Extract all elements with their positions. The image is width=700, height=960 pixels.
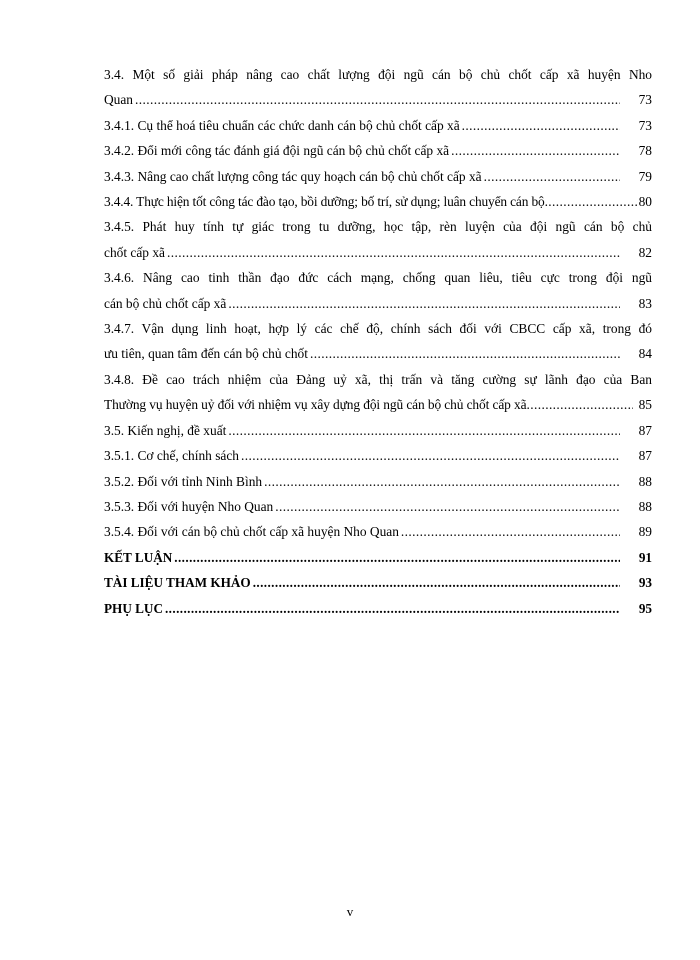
toc-entry-3-4-1[interactable] — [104, 113, 652, 138]
dot-leader — [241, 443, 620, 468]
toc-entry-3-4-3[interactable] — [104, 164, 652, 189]
toc-entry-tai-lieu-tham-khao[interactable] — [104, 570, 652, 595]
toc-page-number: 93 — [638, 575, 652, 591]
toc-entry-ket-luan[interactable] — [104, 545, 652, 570]
toc-entry-3-5-2[interactable] — [104, 469, 652, 494]
toc-entry-text-line: 3.4.8. Đề cao trách nhiệm của Đảng uỷ xã, thị trấn và tăng cường sự lãnh đạo của Ban — [104, 371, 652, 387]
toc-entry-text-line: 3.4.6. Nâng cao tinh thần đạo đức cách mạng, chống quan liêu, tiêu cực trong đội ngũ — [104, 270, 652, 286]
toc-entry-label: 3.5.3. Đối với huyện Nho Quan — [104, 498, 274, 514]
toc-entry-row — [104, 418, 652, 443]
toc-page-number: 73 — [638, 92, 652, 108]
dot-leader — [462, 113, 620, 138]
toc-entry-label: 3.4.1. Cụ thể hoá tiêu chuẩn các chức danh cán bộ chủ chốt cấp xã — [104, 117, 460, 133]
toc-entry-3-4-5[interactable] — [104, 214, 652, 265]
dot-leader — [135, 87, 620, 112]
toc-page-number: 84 — [638, 346, 652, 362]
toc-entry-row — [104, 291, 652, 316]
toc-entry-text-line: 3.4.5. Phát huy tính tự giác trong tu dưỡng, học tập, rèn luyện của đội ngũ cán bộ chủ — [104, 219, 652, 235]
toc-entry-label: PHỤ LỤC — [104, 600, 163, 616]
dot-leader — [526, 392, 632, 417]
toc-entry-3-4-7[interactable] — [104, 316, 652, 367]
toc-entry-3-4-6[interactable] — [104, 265, 652, 316]
toc-entry-row — [104, 494, 652, 519]
toc-page-number: 85 — [638, 397, 652, 413]
toc-entry-3-5[interactable] — [104, 418, 652, 443]
toc-entry-row — [104, 570, 652, 595]
dot-leader — [275, 494, 620, 519]
dot-leader — [401, 519, 620, 544]
toc-entry-row — [104, 443, 652, 468]
toc-page-number: 87 — [638, 422, 652, 438]
toc-entry-3-4-8[interactable] — [104, 367, 652, 418]
toc-entry-label: KẾT LUẬN — [104, 549, 173, 565]
toc-entry-label: 3.5.1. Cơ chế, chính sách — [104, 448, 240, 464]
toc-entry-row — [104, 113, 652, 138]
toc-entry-phu-luc[interactable] — [104, 596, 652, 621]
dot-leader — [174, 545, 620, 570]
toc-page-number: 80 — [638, 194, 652, 210]
toc-entry-label: 3.5. Kiến nghị, đề xuất — [104, 422, 227, 438]
dot-leader — [228, 291, 620, 316]
toc-entry-row — [104, 138, 652, 163]
table-of-contents — [104, 62, 652, 621]
toc-page-number: 88 — [638, 498, 652, 514]
toc-page-number: 87 — [638, 448, 652, 464]
toc-entry-label: Thường vụ huyện uỷ đối với nhiệm vụ xây dựng đội ngũ cán bộ chủ chốt cấp xã — [104, 397, 527, 413]
toc-page-number: 82 — [638, 244, 652, 260]
toc-entry-label: ưu tiên, quan tâm đến cán bộ chủ chốt — [104, 346, 308, 362]
dot-leader — [451, 138, 620, 163]
toc-page-number: 88 — [638, 473, 652, 489]
toc-entry-3-4-2[interactable] — [104, 138, 652, 163]
toc-entry-text-line: 3.4.7. Vận dụng linh hoạt, hợp lý các chế độ, chính sách đối với CBCC cấp xã, trong đó — [104, 321, 652, 337]
toc-entry-row — [104, 469, 652, 494]
toc-page-number: 95 — [638, 600, 652, 616]
toc-page-number: 89 — [638, 524, 652, 540]
toc-entry-row — [104, 545, 652, 570]
toc-entry-label: Quan — [104, 92, 134, 108]
toc-entry-row — [104, 341, 652, 366]
toc-entry-label: chốt cấp xã — [104, 244, 165, 260]
dot-leader — [167, 240, 620, 265]
toc-entry-3-5-4[interactable] — [104, 519, 652, 544]
toc-entry-row — [104, 392, 652, 417]
toc-entry-3-5-1[interactable] — [104, 443, 652, 468]
dot-leader — [545, 189, 639, 214]
toc-entry-label: cán bộ chủ chốt cấp xã — [104, 295, 227, 311]
toc-page-number: 73 — [638, 117, 652, 133]
toc-entry-label: 3.4.3. Nâng cao chất lượng công tác quy hoạch cán bộ chủ chốt cấp xã — [104, 168, 482, 184]
dot-leader — [264, 469, 620, 494]
dot-leader — [484, 164, 620, 189]
toc-entry-row — [104, 240, 652, 265]
toc-entry-row — [104, 87, 652, 112]
toc-page-number: 78 — [638, 143, 652, 159]
toc-page-number: 91 — [638, 549, 652, 565]
toc-page-number: 79 — [638, 168, 652, 184]
toc-entry-label: 3.4.4. Thực hiện tốt công tác đào tạo, bồi dưỡng; bố trí, sử dụng; luân chuyển cán bộ — [104, 194, 545, 210]
dot-leader — [253, 570, 620, 595]
toc-page-number: 83 — [638, 295, 652, 311]
toc-entry-3-4-4[interactable] — [104, 189, 652, 214]
toc-entry-3-5-3[interactable] — [104, 494, 652, 519]
dot-leader — [310, 341, 620, 366]
toc-entry-3-4[interactable] — [104, 62, 652, 113]
dot-leader — [165, 596, 620, 621]
toc-entry-text-line: 3.4. Một số giải pháp nâng cao chất lượng đội ngũ cán bộ chủ chốt cấp xã huyện Nho — [104, 67, 652, 82]
toc-entry-label: 3.5.4. Đối với cán bộ chủ chốt cấp xã huyện Nho Quan — [104, 524, 399, 540]
toc-entry-label: TÀI LIỆU THAM KHẢO — [104, 575, 251, 591]
toc-entry-row — [104, 519, 652, 544]
toc-entry-row — [104, 596, 652, 621]
footer-page-number: v — [346, 904, 354, 919]
toc-entry-row — [104, 189, 652, 214]
toc-entry-row — [104, 164, 652, 189]
dot-leader — [228, 418, 620, 443]
toc-entry-label: 3.5.2. Đối với tỉnh Ninh Bình — [104, 473, 263, 489]
toc-entry-label: 3.4.2. Đổi mới công tác đánh giá đội ngũ cán bộ chủ chốt cấp xã — [104, 143, 450, 159]
